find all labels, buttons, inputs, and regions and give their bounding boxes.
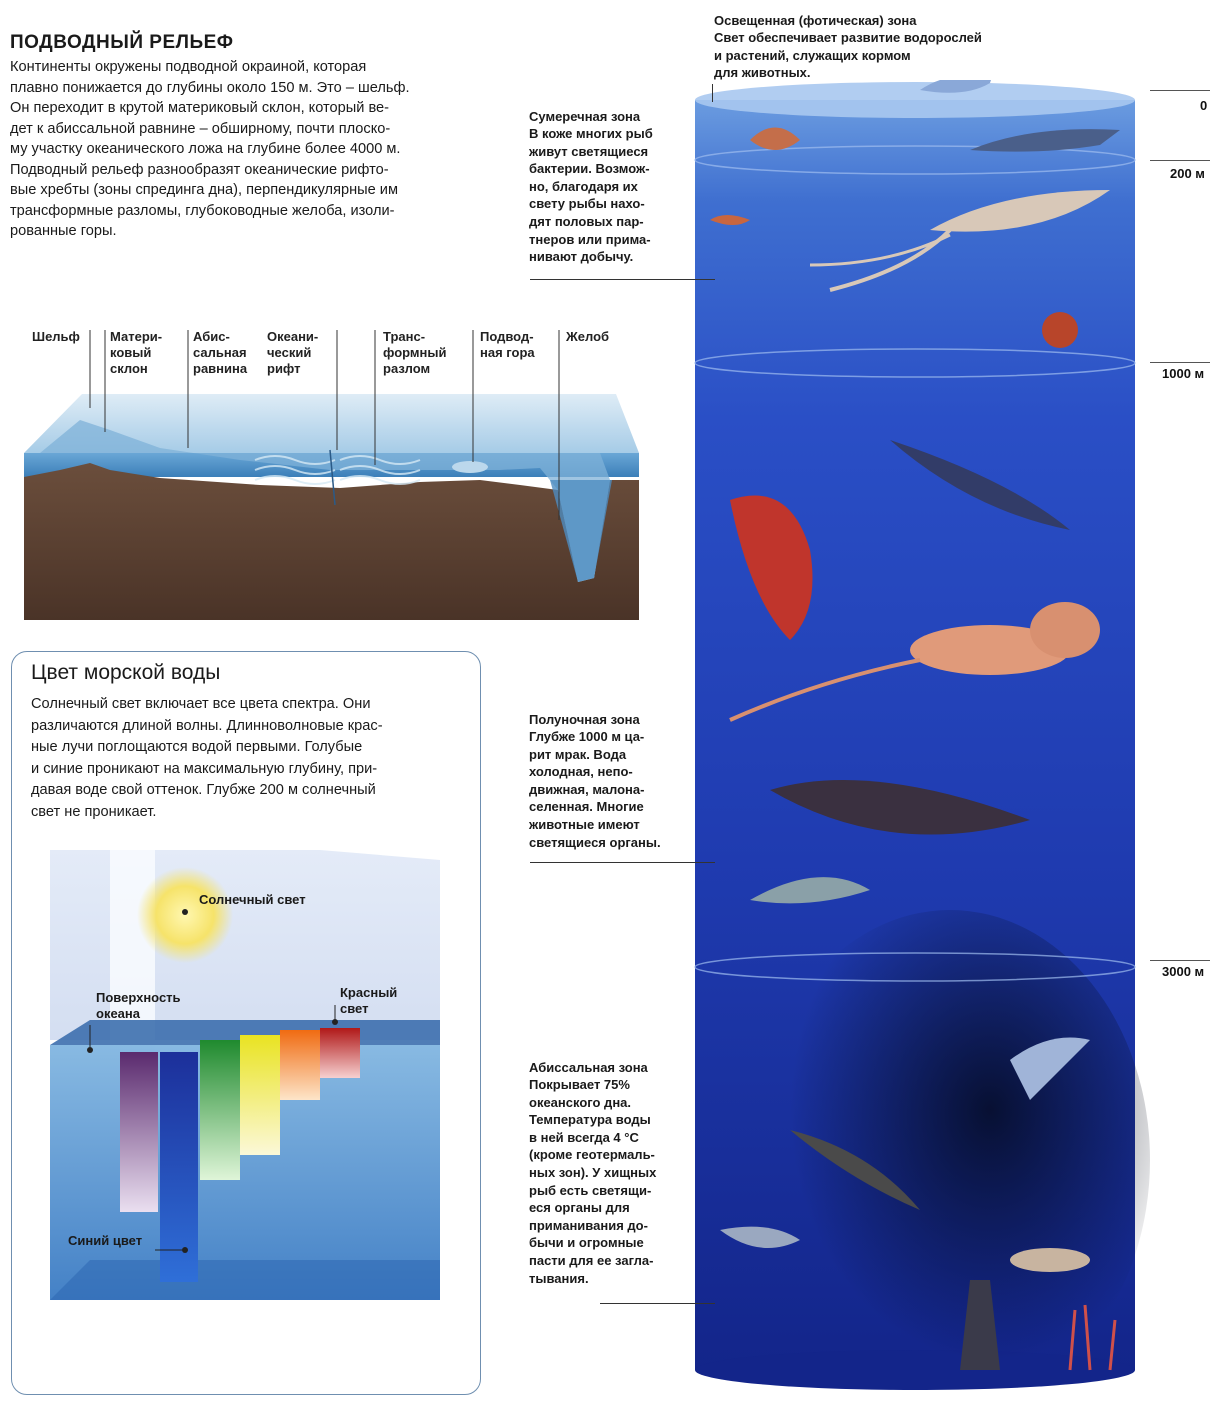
sediment-layer: [24, 463, 639, 620]
depth-line-1000: [1150, 362, 1210, 363]
sunlight-label: Солнечный свет: [199, 892, 306, 907]
depth-line-0: [1150, 90, 1210, 91]
depth-label-200: 200 м: [1170, 166, 1205, 181]
abyss-darkness: [750, 910, 1150, 1400]
label-transform-fault: Транс- формный разлом: [383, 329, 447, 376]
photic-zone-desc: Свет обеспечивает развитие водорослей и растений, служащих кормом для животных.: [714, 30, 982, 81]
red-band: [320, 1028, 360, 1078]
photic-leader: [712, 84, 713, 102]
relief-line: дет к абиссальной равнине – обширному, почти плоско-: [10, 120, 391, 137]
depth-label-3000: 3000 м: [1162, 964, 1205, 979]
relief-line: вые хребты (зоны спрединга дна), перпендикулярные им: [10, 182, 398, 198]
blue-color-label: Синий цвет: [68, 1233, 143, 1248]
relief-title: ПОДВОДНЫЙ РЕЛЬЕФ: [10, 32, 234, 53]
label-abyssal-plain: Абис- сальная равнина: [193, 329, 248, 376]
water-floor: [50, 1260, 440, 1300]
violet-band: [120, 1052, 158, 1212]
orange-band: [280, 1030, 320, 1100]
depth-line-3000: [1150, 960, 1210, 961]
relief-line: рованные горы.: [10, 223, 117, 239]
column-top-surface: [695, 82, 1135, 118]
depth-label-1000: 1000 м: [1162, 366, 1205, 381]
relief-line: Континенты окружены подводной окраиной, которая: [10, 59, 367, 75]
twilight-zone-desc: В коже многих рыб живут светящиеся бактерии. Возмож- но, благодаря их свету рыбы нахо- дят половых пар- тнеров или прима- нивают добычу.: [529, 126, 653, 265]
surface-label: Поверхность океана: [96, 990, 181, 1021]
label-seamount: Подвод- ная гора: [480, 329, 535, 360]
photic-zone-text: [714, 12, 982, 82]
seamount: [452, 461, 488, 473]
depth-label-0: 0: [1200, 98, 1208, 113]
abyssal-zone-desc: Покрывает 75% океанского дна. Температура воды в ней всегда 4 °С (кроме геотермаль- ных зон). У хищных рыб есть светящи- еся органы для приманивания до- бычи и огромные пасти для ее загла- тывания.: [529, 1077, 657, 1286]
sea-color-paragraph: Солнечный свет включает все цвета спектра. Они различаются длиной волны. Длинноволновые крас- ные лучи поглощаются водой первыми. Голубые и синие проникают на максимальную глубину, при- давая воде свой оттенок. Глубже 200 м солнечный свет не проникает.: [31, 696, 383, 820]
anglerfish-icon: [1042, 312, 1078, 348]
red-light-label: Красный свет: [340, 985, 398, 1016]
depth-line-200: [1150, 160, 1210, 161]
squid-fin-icon: [1030, 602, 1100, 658]
sea-color-title: Цвет морской воды: [31, 661, 221, 684]
midnight-leader: [530, 862, 715, 863]
label-ocean-rift: Океани- ческий рифт: [267, 329, 319, 376]
green-band: [200, 1040, 240, 1180]
twilight-zone-text: [529, 108, 653, 266]
relief-paragraph: [10, 57, 500, 242]
label-continental-slope: Матери- ковый склон: [110, 329, 163, 376]
ocean-zone-column: [690, 80, 1160, 1400]
midnight-zone-text: [529, 711, 661, 851]
abyssal-zone-title: Абиссальная зона: [529, 1060, 648, 1075]
label-shelf: Шельф: [32, 329, 80, 344]
blue-band: [160, 1052, 198, 1282]
midnight-zone-title: Полуночная зона: [529, 712, 640, 727]
twilight-zone-title: Сумеречная зона: [529, 109, 641, 124]
abyssal-zone-text: [529, 1059, 656, 1287]
label-trench: Желоб: [566, 329, 610, 344]
relief-line: трансформные разломы, глубоководные желоба, изоли-: [10, 202, 395, 219]
relief-line: Он переходит в крутой материковый склон, который ве-: [10, 100, 390, 116]
abyssal-leader: [600, 1303, 715, 1304]
photic-zone-title: Освещенная (фотическая) зона: [714, 13, 917, 28]
relief-line: Подводный рельеф разнообразят океанические рифто-: [10, 161, 389, 178]
relief-block-diagram: [0, 320, 650, 620]
twilight-leader: [530, 279, 715, 280]
rattail-icon: [1010, 1248, 1090, 1272]
relief-line: плавно понижается до глубины около 150 м. Это – шельф.: [10, 79, 410, 96]
yellow-band: [240, 1035, 280, 1155]
relief-line: му участку океанического ложа на глубине более 4000 м.: [10, 141, 401, 157]
midnight-zone-desc: Глубже 1000 м ца- рит мрак. Вода холодная, непо- движная, малона- селенная. Многие животные имеют светящиеся органы.: [529, 729, 661, 850]
